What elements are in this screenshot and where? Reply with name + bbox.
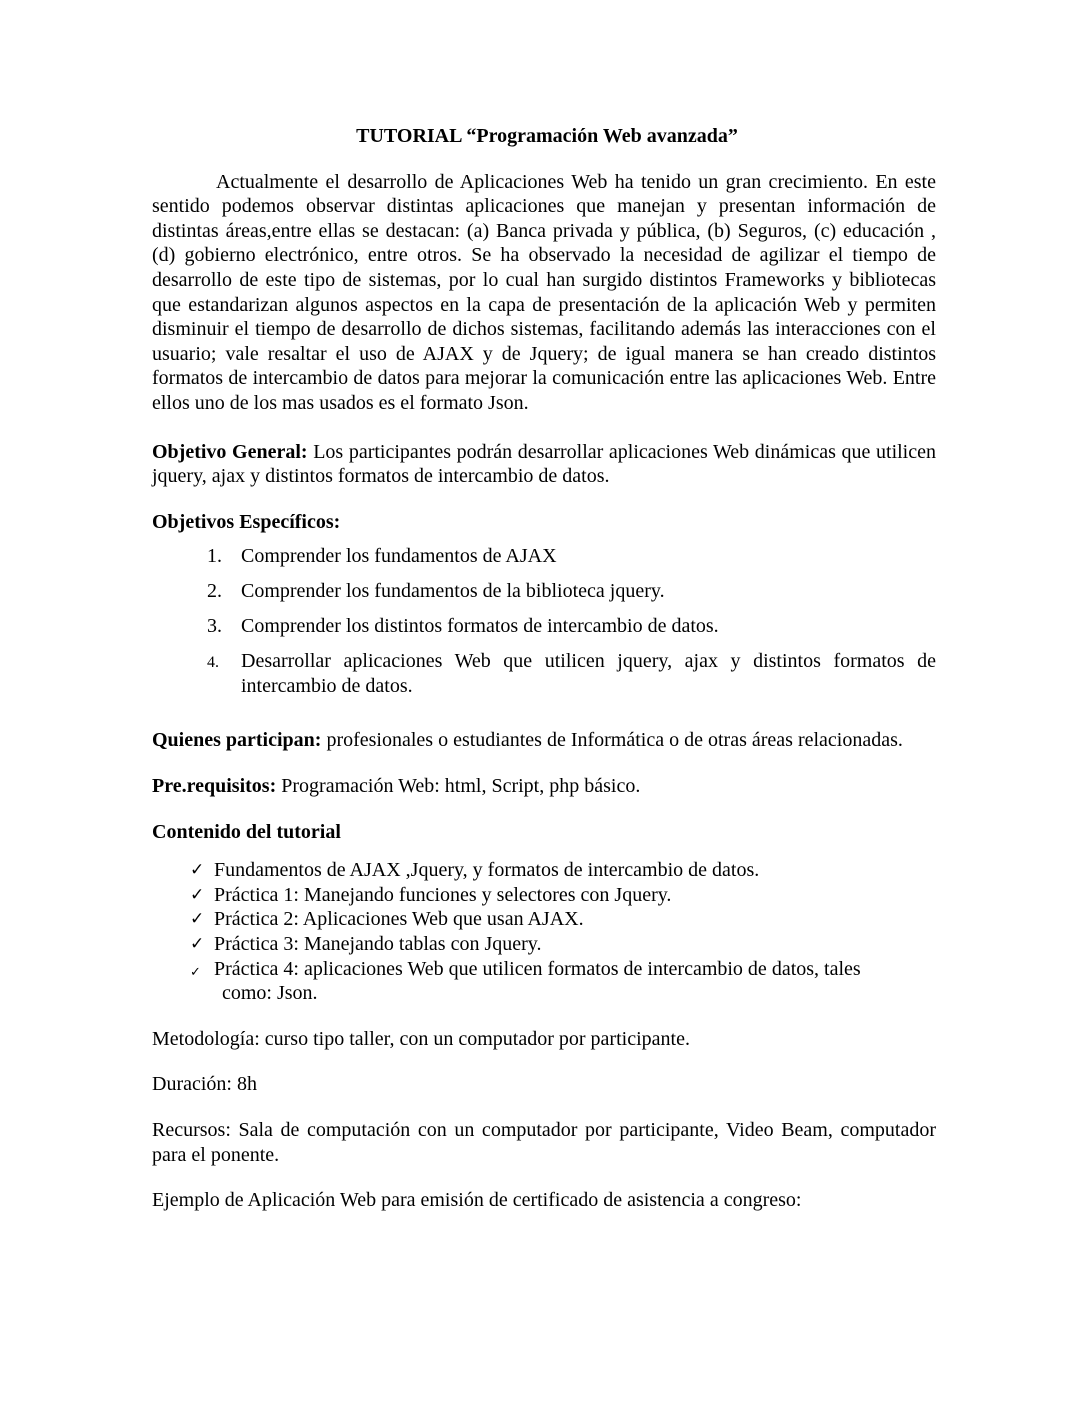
check-icon: ✓ [190, 909, 205, 930]
quienes-participan-paragraph [152, 728, 936, 753]
metodologia-paragraph: Metodología: curso tipo taller, con un computador por participante. [152, 1027, 690, 1050]
list-item-continuation: como: Json. [222, 982, 318, 1005]
check-icon: ✓ [190, 964, 201, 980]
list-item: ✓ Fundamentos de AJAX ,Jquery, y formatos de intercambio de datos. [190, 859, 760, 882]
list-item: ✓ Práctica 4: aplicaciones Web que utilicen formatos de intercambio de datos, tales como: Json. [190, 957, 861, 1005]
recursos-paragraph: Recursos: Sala de computación con un computador por participante, Video Beam, computador para el ponente. [152, 1118, 936, 1166]
contenido-list [152, 858, 936, 1006]
objetivo-general-text: Los participantes podrán desarrollar aplicaciones Web dinámicas que utilicen jquery, ajax y distintos formatos de intercambio de datos. [152, 440, 936, 488]
list-item: ✓ Práctica 1: Manejando funciones y selectores con Jquery. [190, 883, 672, 906]
check-icon: ✓ [190, 860, 205, 881]
objetivo-general-label: Objetivo General: [152, 440, 308, 463]
prerequisitos-text: Programación Web: html, Script, php básico. [276, 775, 641, 798]
ejemplo-paragraph: Ejemplo de Aplicación Web para emisión de certificado de asistencia a congreso: [152, 1189, 802, 1212]
list-item: 4. Desarrollar aplicaciones Web que utilicen jquery, ajax y distintos formatos de intercambio de datos. [207, 650, 936, 697]
list-item: 2. Comprender los fundamentos de la biblioteca jquery. [207, 580, 665, 603]
quienes-participan-label: Quienes participan: [152, 729, 322, 752]
document-title: TUTORIAL “Programación Web avanzada” [356, 125, 738, 147]
objetivos-especificos-list [152, 544, 936, 698]
prerequisitos-paragraph [152, 774, 936, 799]
intro-paragraph: Actualmente el desarrollo de Aplicaciones Web ha tenido un gran crecimiento. En este sentido podemos observar distintas aplicaciones que manejan y presentan información de distintas áreas,entre ellas se destacan: (a) Banca privada y pública, (b) Seguros, (c) educación , (d) gobierno electrónico, entre otros. Se ha observado la necesidad de agilizar el tiempo de desarrollo de este tipo de sistemas, por lo cual han surgido distintos Frameworks y bibliotecas que estandarizan algunos aspectos en la capa de presentación de la aplicación Web y permiten disminuir el tiempo de desarrollo de dichos sistemas, facilitando además las interacciones con el usuario; vale resaltar el uso de AJAX y de Jquery; de igual manera se han creado distintos formatos de intercambio de datos para mejorar la comunicación entre las aplicaciones Web. Entre ellos uno de los mas usados es el formato Json. [152, 170, 936, 414]
quienes-participan-text: profesionales o estudiantes de Informática o de otras áreas relacionadas. [321, 729, 903, 752]
check-icon: ✓ [190, 934, 205, 955]
objetivo-general-paragraph [152, 440, 936, 489]
list-item: ✓ Práctica 2: Aplicaciones Web que usan AJAX. [190, 908, 584, 931]
document-page [152, 124, 936, 1213]
list-item: 1. Comprender los fundamentos de AJAX [207, 545, 557, 568]
list-item: ✓ Práctica 3: Manejando tablas con Jquery. [190, 933, 542, 956]
objetivos-especificos-heading: Objetivos Específicos: [152, 510, 341, 533]
duracion-paragraph: Duración: 8h [152, 1073, 257, 1096]
check-icon: ✓ [190, 884, 205, 905]
contenido-heading: Contenido del tutorial [152, 820, 341, 843]
list-item: 3. Comprender los distintos formatos de intercambio de datos. [207, 615, 719, 638]
prerequisitos-label: Pre.requisitos: [152, 775, 277, 798]
